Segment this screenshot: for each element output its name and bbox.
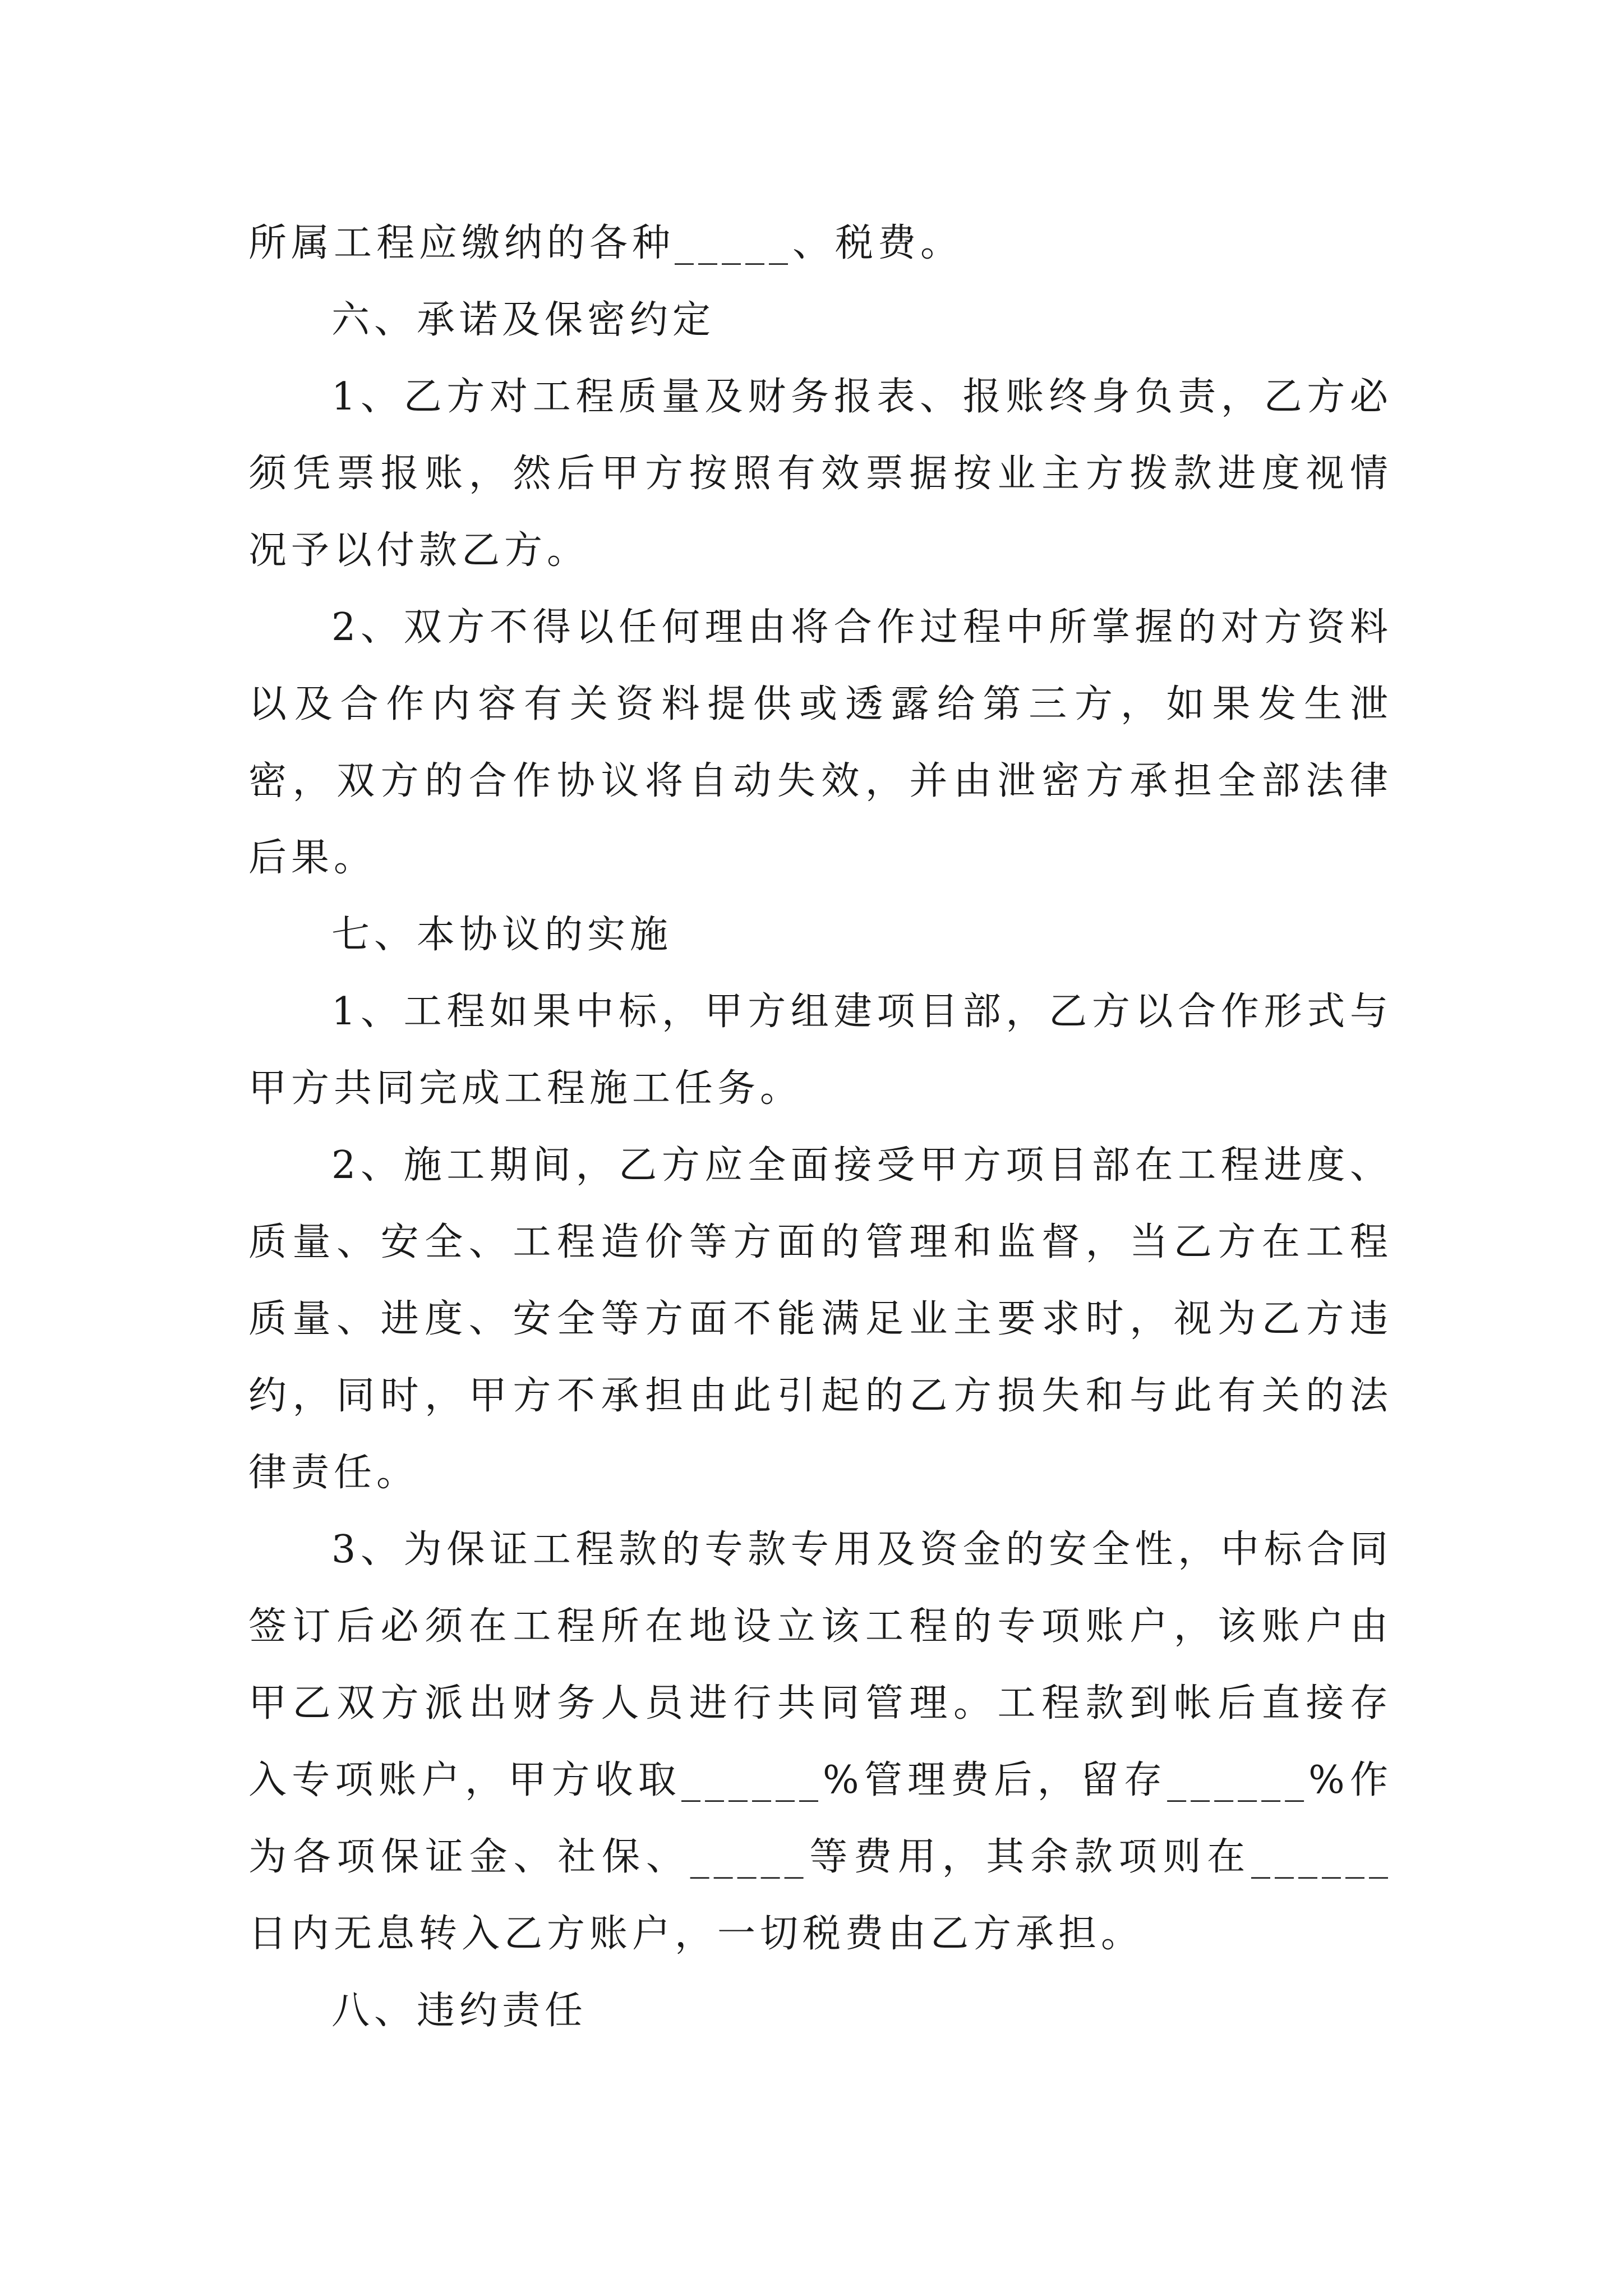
paragraph-tax-clause: 所属工程应缴纳的各种_____、税费。 bbox=[248, 221, 963, 265]
section-heading-implementation: 七、本协议的实施 bbox=[331, 913, 673, 957]
document-body bbox=[248, 205, 1393, 2049]
paragraph-implementation-2: 2、施工期间，乙方应全面接受甲方项目部在工程进度、质量、安全、工程造价等方面的管理和监督，当乙方在工程质量、进度、安全等方面不能满足业主要求时，视为乙方违约，同时，甲方不承担由此引起的乙方损失和与此有关的法律责任。 bbox=[248, 1143, 1393, 1495]
paragraph-implementation-3: 3、为保证工程款的专款专用及资金的安全性，中标合同签订后必须在工程所在地设立该工程的专项账户，该账户由甲乙双方派出财务人员进行共同管理。工程款到帐后直接存入专项账户，甲方收取______%管理费后，留存______%作为各项保证金、社保、_____等费用，其余款项则在______日内无息转入乙方账户，一切税费由乙方承担。 bbox=[248, 1527, 1393, 1956]
paragraph-commitment-2: 2、双方不得以任何理由将合作过程中所掌握的对方资料以及合作内容有关资料提供或透露给第三方，如果发生泄密，双方的合作协议将自动失效，并由泄密方承担全部法律后果。 bbox=[248, 605, 1393, 880]
paragraph-commitment-1: 1、乙方对工程质量及财务报表、报账终身负责，乙方必须凭票报账，然后甲方按照有效票据按业主方拨款进度视情况予以付款乙方。 bbox=[248, 375, 1393, 573]
section-heading-commitment-confidentiality: 六、承诺及保密约定 bbox=[331, 298, 716, 342]
section-heading-liability: 八、违约责任 bbox=[331, 1989, 588, 2033]
paragraph-implementation-1: 1、工程如果中标，甲方组建项目部，乙方以合作形式与甲方共同完成工程施工任务。 bbox=[248, 990, 1393, 1111]
